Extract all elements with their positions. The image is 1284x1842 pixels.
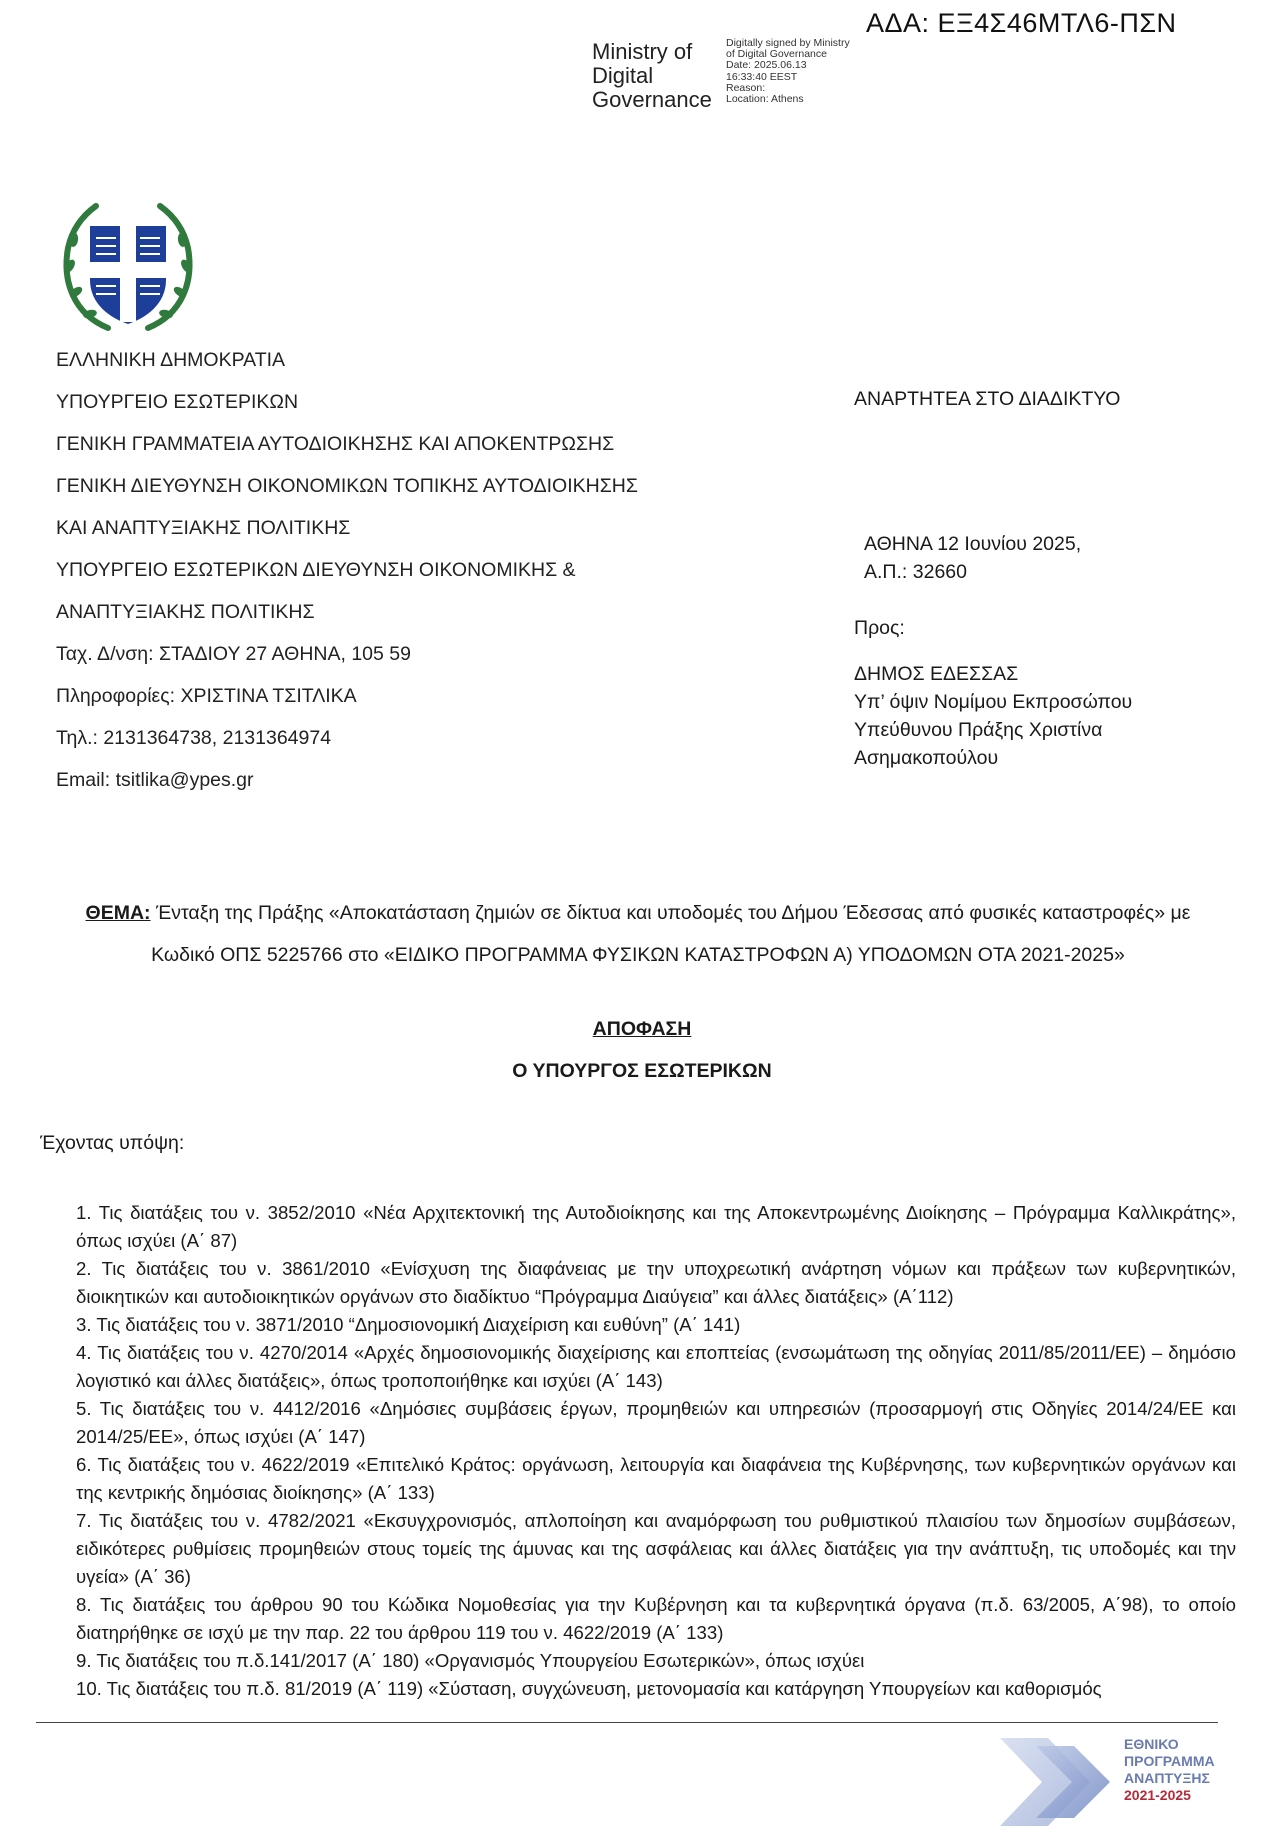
list-item: 6. Τις διατάξεις του ν. 4622/2019 «Επιτελικό Κράτος: οργάνωση, λειτουργία και διαφάνεια της Κυβέρνησης, των κυβερνητικών οργάνων και της κεντρικής δημόσιας διοίκησης» (Α΄ 133) (76, 1454, 1236, 1503)
sender-line: ΥΠΟΥΡΓΕΙΟ ΕΣΩΤΕΡΙΚΩΝ ΔΙΕΥΘΥΝΣΗ ΟΙΚΟΝΟΜΙΚΗΣ & (56, 559, 576, 581)
ministry-line: Ministry of (592, 39, 693, 64)
considerations-list (76, 1199, 1236, 1703)
sender-phone: Τηλ.: 2131364738, 2131364974 (56, 727, 332, 749)
ministry-line: Digital (592, 63, 654, 88)
footer-logo-line: ΠΡΟΓΡΑΜΜΑ (1124, 1753, 1215, 1769)
list-item: 7. Τις διατάξεις του ν. 4782/2021 «Εκσυγχρονισμός, απλοποίηση και αναμόρφωση του ρυθμιστικού πλαισίου των δημοσίων συμβάσεων, ειδικότερες ρυθμίσεις προμηθειών στους τομείς της άμυνας και της ασφάλειας και άλλες διατάξεις για την ανάπτυξη, τις υποδομές και την υγεία» (Α΄ 36) (76, 1510, 1236, 1587)
sender-line: ΚΑΙ ΑΝΑΠΤΥΞΙΑΚΗΣ ΠΟΛΙΤΙΚΗΣ (56, 517, 351, 539)
footer-logo-text (1124, 1736, 1215, 1804)
recipient-line: Ασημακοπούλου (854, 747, 999, 769)
sender-line: ΕΛΛΗΝΙΚΗ ΔΗΜΟΚΡΑΤΙΑ (56, 349, 286, 371)
subject-text-2: Κωδικό ΟΠΣ 5225766 στο «ΕΙΔΙΚΟ ΠΡΟΓΡΑΜΜΑ ΦΥΣΙΚΩΝ ΚΑΤΑΣΤΡΟΦΩΝ Α) ΥΠΟΔΟΜΩΝ ΟΤΑ 2021-2025» (151, 944, 1125, 966)
sender-line: ΑΝΑΠΤΥΞΙΑΚΗΣ ΠΟΛΙΤΙΚΗΣ (56, 601, 315, 623)
signature-line: Date: 2025.06.13 (726, 59, 807, 72)
footer-divider (36, 1722, 1218, 1723)
sender-address: Ταχ. Δ/νση: ΣΤΑΔΙΟΥ 27 ΑΘΗΝΑ, 105 59 (56, 643, 411, 665)
ministry-line: Governance (592, 87, 712, 112)
list-item: 4. Τις διατάξεις του ν. 4270/2014 «Αρχές δημοσιονομικής διαχείρισης και εποπτείας (ενσωμάτωση της οδηγίας 2011/85/2011/ΕΕ) – δημόσιο λογιστικό και άλλες διατάξεις», όπως τροποποιήθηκε και ισχύει (Α΄ 143) (76, 1342, 1236, 1391)
signature-line: 16:33:40 EEST (726, 70, 798, 83)
sender-info-contact: Πληροφορίες: ΧΡΙΣΤΙΝΑ ΤΣΙΤΛΙΚΑ (56, 685, 357, 707)
footer-logo-line: ΑΝΑΠΤΥΞΗΣ (1124, 1770, 1210, 1786)
ada-code: ΑΔΑ: ΕΞ4Σ46ΜΤΛ6-ΠΣΝ (866, 8, 1177, 38)
subject-label: ΘΕΜΑ: (85, 902, 151, 924)
subject-line-1 (38, 892, 1238, 934)
ministry-stamp (592, 40, 712, 112)
footer-logo-years: 2021-2025 (1124, 1787, 1191, 1803)
subject-text-1: Ένταξη της Πράξης «Αποκατάσταση ζημιών σε δίκτυα και υποδομές του Δήμου Έδεσσας από φυσικές καταστροφές» με (150, 902, 1191, 924)
decision-title: ΑΠΟΦΑΣΗ (592, 1018, 692, 1040)
recipient-line: Υπ’ όψιν Νομίμου Εκπροσώπου (854, 691, 1133, 713)
decision-authority: Ο ΥΠΟΥΡΓΟΣ ΕΣΩΤΕΡΙΚΩΝ (512, 1060, 772, 1082)
signature-line: Digitally signed by Ministry (726, 37, 850, 49)
sender-line: ΥΠΟΥΡΓΕΙΟ ΕΣΩΤΕΡΙΚΩΝ (56, 391, 299, 413)
sender-block (56, 346, 638, 808)
signature-line: Location: Athens (726, 93, 804, 106)
list-item: 5. Τις διατάξεις του ν. 4412/2016 «Δημόσιες συμβάσεις έργων, προμηθειών και υπηρεσιών (προσαρμογή στις Οδηγίες 2014/24/ΕΕ και 2014/25/ΕΕ», όπως ισχύει (Α΄ 147) (76, 1398, 1236, 1447)
recipient-line: Υπεύθυνου Πράξης Χριστίνα (854, 719, 1103, 741)
greek-emblem-icon (56, 196, 200, 340)
list-item: 10. Τις διατάξεις του π.δ. 81/2019 (Α΄ 119) «Σύσταση, συγχώνευση, μετονομασία και κατάργηση Υπουργείων και καθορισμός (76, 1678, 1102, 1699)
list-item: 9. Τις διατάξεις του π.δ.141/2017 (Α΄ 180) «Οργανισμός Υπουργείου Εσωτερικών», όπως ισχύει (76, 1650, 865, 1671)
sender-line: ΓΕΝΙΚΗ ΓΡΑΜΜΑΤΕΙΑ ΑΥΤΟΔΙΟΙΚΗΣΗΣ ΚΑΙ ΑΠΟΚΕΝΤΡΩΣΗΣ (56, 433, 615, 455)
recipient-block (854, 614, 1132, 772)
considerations-intro: Έχοντας υπόψη: (40, 1132, 185, 1154)
sender-email: Email: tsitlika@ypes.gr (56, 769, 254, 791)
list-item: 2. Τις διατάξεις του ν. 3861/2010 «Ενίσχυση της διαφάνειας με την υποχρεωτική ανάρτηση νόμων και πράξεων των κυβερνητικών, διοικητικών και αυτοδιοικητικών οργάνων στο διαδίκτυο “Πρόγραμμα Διαύγεια” και άλλες διατάξεις» (Α΄112) (76, 1258, 1236, 1307)
recipient-line: ΔΗΜΟΣ ΕΔΕΣΣΑΣ (854, 663, 1019, 685)
signature-line: of Digital Governance (726, 48, 827, 61)
sender-line: ΓΕΝΙΚΗ ΔΙΕΥΘΥΝΣΗ ΟΙΚΟΝΟΜΙΚΩΝ ΤΟΠΙΚΗΣ ΑΥΤΟΔΙΟΙΚΗΣΗΣ (56, 475, 638, 497)
document-date: ΑΘΗΝΑ 12 Ιουνίου 2025, (864, 533, 1082, 555)
list-item: 8. Τις διατάξεις του άρθρου 90 του Κώδικα Νομοθεσίας για την Κυβέρνηση και τα κυβερνητικά όργανα (π.δ. 63/2005, Α΄98), το οποίο διατηρήθηκε σε ισχύ με την παρ. 22 του άρθρου 119 του ν. 4622/2019 (Α΄ 133) (76, 1594, 1236, 1643)
list-item: 1. Τις διατάξεις του ν. 3852/2010 «Νέα Αρχιτεκτονική της Αυτοδιοίκησης και της Αποκεντρωμένης Διοίκησης – Πρόγραμμα Καλλικράτης», όπως ισχύει (Α΄ 87) (76, 1202, 1236, 1251)
signature-line: Reason: (726, 81, 766, 94)
recipient-label: Προς: (854, 617, 905, 639)
footer-logo-line: ΕΘΝΙΚΟ (1124, 1736, 1179, 1752)
list-item: 3. Τις διατάξεις του ν. 3871/2010 “Δημοσιονομική Διαχείριση και ευθύνη” (Α΄ 141) (76, 1314, 741, 1335)
posting-notice: ΑΝΑΡΤΗΤΕΑ ΣΤΟ ΔΙΑΔΙΚΤΥΟ (854, 388, 1121, 410)
protocol-number: Α.Π.: 32660 (864, 561, 967, 583)
date-protocol-block (864, 530, 1081, 586)
subject-block (38, 892, 1238, 976)
digital-signature-details (726, 38, 850, 105)
